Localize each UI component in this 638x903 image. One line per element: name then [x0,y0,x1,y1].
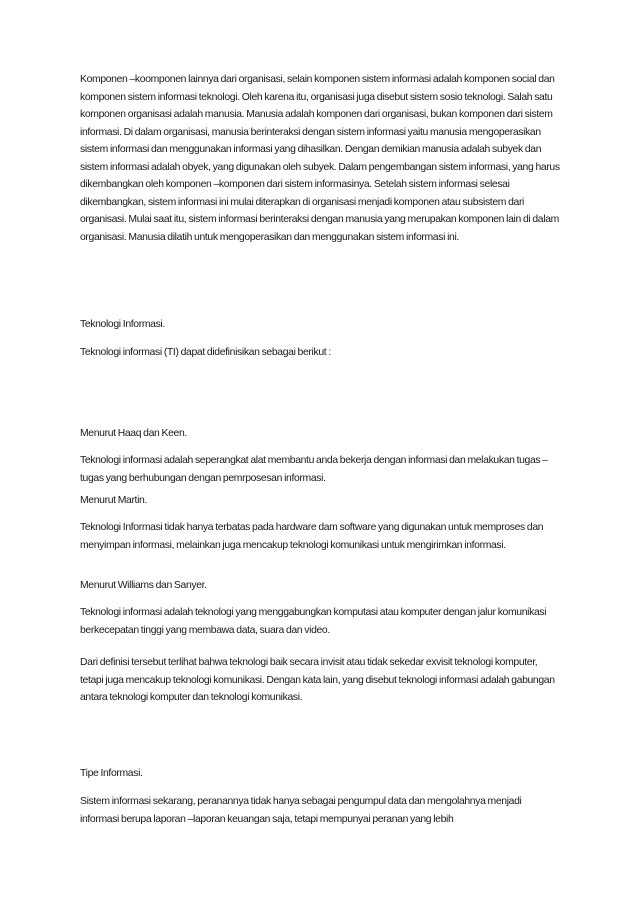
subheading-martin: Menurut Martin. [80,495,148,506]
intro-paragraph: Komponen –koomponen lainnya dari organisasi, selain komponen sistem informasi adalah komponen social dan komponen sistem informasi teknologi. Oleh karena itu, organisasi juga disebut sistem sosio teknologi. Salah satu komponen organisasi adalah manusia. Manusia adalah komponen dari organisasi, bukan komponen dari sistem informasi. Di dalam organisasi, manusia berinteraksi dengan sistem informasi yaitu manusia mengoperasikan sistem informasi dan menggunakan informasi yang dihasilkan. Dengan demikian manusia adalah subyek dan sistem informasi adalah obyek, yang digunakan oleh subyek. Dalam pengembangan sistem informasi, yang harus dikembangkan oleh komponen –komponen dari sistem informasinya. Setelah sistem informasi selesai dikembangkan, sistem informasi ini mulai diterapkan di organisasi menjadi komponen atau subsistem dari organisasi. Mulai saat itu, sistem informasi berinteraksi dengan manusia yang merupakan komponen lain di dalam organisasi. Manusia dilatih untuk mengoperasikan dan menggunakan sistem informasi ini. [80,74,560,243]
subheading-williams-sanyer: Menurut Williams dan Sanyer. [80,580,207,591]
definition-martin: Teknologi Informasi tidak hanya terbatas pada hardware dam software yang digunakan untuk memproses dan menyimpan informasi, melainkan juga mencakup teknologi komunikasi untuk mengirimkan informasi. [80,522,544,551]
definition-williams-sanyer: Teknologi informasi adalah teknologi yang menggabungkan komputasi atau komputer dengan jalur komunikasi berkecepatan tinggi yang membawa data, suara dan video. [80,607,547,636]
tipe-informasi-paragraph: Sistem informasi sekarang, peranannya tidak hanya sebagai pengumpul data dan mengolahnya menjadi informasi berupa laporan –laporan keuangan saja, tetapi mempunyai peranan yang lebih [80,796,522,825]
definition-haaq-keen: Teknologi informasi adalah seperangkat alat membantu anda bekerja dengan informasi dan melakukan tugas – tugas yang berhubungan dengan pemrposesan informasi. [80,455,548,484]
subheading-haaq-keen: Menurut Haaq dan Keen. [80,428,187,439]
section-heading-teknologi-informasi: Teknologi Informasi. [80,319,165,330]
conclusion-paragraph: Dari definisi tersebut terlihat bahwa teknologi baik secara invisit atau tidak sekedar exvisit teknologi komputer, tetapi juga mencakup teknologi komunikasi. Dengan kata lain, yang disebut teknologi informasi adalah gabungan antara teknologi komputer dan teknologi komunikasi. [80,657,555,703]
section-heading-tipe-informasi: Tipe Informasi. [80,768,143,779]
definition-intro-paragraph: Teknologi informasi (TI) dapat didefinisikan sebagai berikut : [80,347,331,358]
